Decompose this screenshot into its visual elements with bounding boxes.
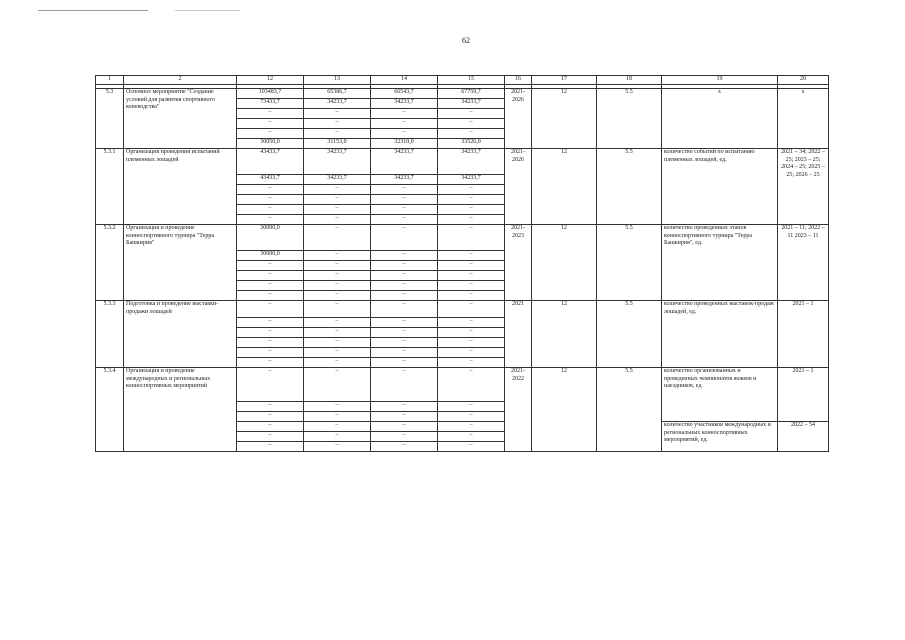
funding-value: – [304,215,371,225]
funding-value: – [371,215,438,225]
funding-value: – [237,412,304,422]
funding-value: 34233,7 [304,149,371,175]
funding-value: – [304,261,371,271]
item-c17: 12 [532,225,597,301]
funding-value: 34233,7 [304,175,371,185]
funding-value: 34233,7 [371,149,438,175]
funding-value: – [237,291,304,301]
funding-value: 43433,7 [237,149,304,175]
funding-value: – [237,215,304,225]
funding-value: – [237,422,304,432]
funding-value: 34233,7 [438,99,505,109]
item-number: 5.3.3 [96,301,124,368]
funding-value: – [371,318,438,328]
funding-value: – [438,281,505,291]
funding-value: – [371,368,438,402]
funding-value: 33526,0 [438,139,505,149]
column-header: 20 [778,76,829,85]
funding-value: – [304,291,371,301]
scan-artifact-line [175,10,240,11]
item-name: Организация и проведение международных и региональных конноспортивных мероприятий [124,368,237,452]
funding-value: – [438,225,505,251]
funding-value: – [237,129,304,139]
funding-value: – [237,109,304,119]
funding-value: – [237,368,304,402]
funding-value: – [304,185,371,195]
item-c18: 5.5 [597,89,662,149]
funding-value: – [438,432,505,442]
item-years: 2021-2026 [505,149,532,225]
item-c17: 12 [532,368,597,452]
funding-value: – [237,358,304,368]
funding-value: 31153,0 [304,139,371,149]
column-header: 14 [371,76,438,85]
column-header: 15 [438,76,505,85]
column-header: 13 [304,76,371,85]
funding-value: – [438,338,505,348]
funding-value: – [438,412,505,422]
funding-value: – [438,185,505,195]
item-name: Организация и проведение конноспортивного турнира "Терра Башкирия" [124,225,237,301]
funding-value: 34233,7 [438,149,505,175]
funding-value: 103483,7 [237,89,304,99]
funding-value: – [237,402,304,412]
funding-value: – [304,358,371,368]
funding-value: 73433,7 [237,99,304,109]
item-name: Основное мероприятие "Создание условий для развития спортивного коневодства" [124,89,237,149]
funding-value: – [304,301,371,318]
indicator-name: х [662,89,778,149]
funding-value: – [438,109,505,119]
funding-value: – [438,318,505,328]
item-c17: 12 [532,89,597,149]
funding-value: – [371,442,438,452]
indicator-name: количество организованных и проведенных чемпионатов жокеев и наездников, ед. [662,368,778,422]
funding-value: – [371,225,438,251]
funding-value: – [438,119,505,129]
funding-value: – [371,402,438,412]
funding-value: – [304,412,371,422]
column-header: 12 [237,76,304,85]
funding-value: – [237,261,304,271]
item-years: 2021-2023 [505,225,532,301]
funding-value: – [304,402,371,412]
funding-value: – [304,348,371,358]
indicator-value: 2021 – 1 [778,301,829,368]
funding-value: – [304,281,371,291]
funding-value: – [371,129,438,139]
funding-value: 30050,0 [237,139,304,149]
item-years: 2021-2022 [505,368,532,452]
funding-value: – [371,412,438,422]
funding-value: – [237,348,304,358]
indicator-value: 2021 – 1 [778,368,829,422]
funding-value: – [304,318,371,328]
indicator-value: 2021 – 11; 2022 – 11 2023 – 11 [778,225,829,301]
funding-value: – [237,119,304,129]
funding-value: – [237,205,304,215]
page-number: 62 [462,36,470,45]
item-number: 5.3.4 [96,368,124,452]
funding-value: – [438,442,505,452]
column-header: 16 [505,76,532,85]
indicator-name: количество проведенных этапов конноспортивного турнира "Терра Башкирия", ед. [662,225,778,301]
funding-value: – [237,271,304,281]
item-number: 5.3.2 [96,225,124,301]
funding-value: – [371,205,438,215]
item-years: 2021-2026 [505,89,532,149]
funding-value: – [237,338,304,348]
funding-value: – [438,195,505,205]
funding-value: – [237,301,304,318]
funding-value: 34233,7 [371,175,438,185]
funding-value: – [304,225,371,251]
funding-value: – [304,338,371,348]
funding-value: – [371,358,438,368]
funding-value: – [304,119,371,129]
funding-value: – [371,301,438,318]
item-name: Подготовка и проведение выставки-продажи лошадей [124,301,237,368]
funding-value: – [371,432,438,442]
funding-value: – [438,348,505,358]
funding-value: – [237,318,304,328]
funding-value: – [371,185,438,195]
item-name: Организация проведения испытаний племенных лошадей [124,149,237,225]
item-years: 2021 [505,301,532,368]
funding-value: 30000,0 [237,225,304,251]
item-c18: 5.5 [597,368,662,452]
funding-value: 65386,7 [304,89,371,99]
table-row [96,225,829,251]
funding-value: – [371,281,438,291]
funding-value: – [371,328,438,338]
funding-value: – [438,205,505,215]
column-header: 1 [96,76,124,85]
item-c18: 5.5 [597,301,662,368]
funding-value: – [371,195,438,205]
funding-value: – [371,291,438,301]
funding-value: – [438,358,505,368]
funding-value: – [438,215,505,225]
item-c18: 5.5 [597,149,662,225]
table-row [96,149,829,175]
funding-value: 34233,7 [304,99,371,109]
funding-value: – [237,195,304,205]
funding-value: – [438,328,505,338]
funding-value: – [304,442,371,452]
funding-value: – [304,422,371,432]
funding-value: – [371,422,438,432]
funding-value: – [438,368,505,402]
item-c17: 12 [532,301,597,368]
funding-value: 34233,7 [371,99,438,109]
item-c17: 12 [532,149,597,225]
funding-value: 32310,0 [371,139,438,149]
item-number: 5.3.1 [96,149,124,225]
indicator-value: х [778,89,829,149]
funding-value: – [371,251,438,261]
indicator-name: количество событий по испытанию племенных лошадей, ед. [662,149,778,225]
column-header: 2 [124,76,237,85]
funding-value: – [237,442,304,452]
scan-artifact-line [38,10,148,11]
funding-value: 67759,7 [438,89,505,99]
funding-value: – [371,348,438,358]
column-header: 17 [532,76,597,85]
table-row [96,301,829,318]
funding-value: – [304,195,371,205]
item-c18: 5.5 [597,225,662,301]
funding-value: – [438,291,505,301]
funding-value: – [237,328,304,338]
indicator-value: 2021 – 34; 2022 – 25; 2023 – 25; 2024 – 25; 2025 – 25; 2026 – 25 [778,149,829,225]
funding-value: – [237,281,304,291]
indicator-name: количество проведенных выставок-продаж лошадей, ед. [662,301,778,368]
funding-value: – [371,119,438,129]
funding-value: – [304,368,371,402]
funding-value: – [438,422,505,432]
column-header: 18 [597,76,662,85]
funding-value: 43433,7 [237,175,304,185]
funding-value: – [304,432,371,442]
funding-value: – [438,271,505,281]
indicator-name: количество участников международных и региональных конноспортивных мероприятий, ед. [662,422,778,452]
funding-value: – [237,185,304,195]
funding-value: – [371,261,438,271]
funding-value: – [304,328,371,338]
funding-value: – [237,432,304,442]
header-row [96,76,829,85]
funding-value: 34233,7 [438,175,505,185]
funding-value: – [438,251,505,261]
funding-value: – [438,261,505,271]
funding-value: – [371,109,438,119]
indicator-value: 2022 – 54 [778,422,829,452]
item-number: 5.3 [96,89,124,149]
funding-value: – [438,402,505,412]
funding-value: – [438,301,505,318]
table-row [96,89,829,99]
funding-value: – [371,338,438,348]
funding-value: – [438,129,505,139]
column-header: 19 [662,76,778,85]
funding-value: – [371,271,438,281]
table-row [96,368,829,402]
funding-value: 30000,0 [237,251,304,261]
funding-value: – [304,251,371,261]
funding-value: – [304,205,371,215]
program-table [95,75,829,452]
funding-value: – [304,271,371,281]
funding-value: 66543,7 [371,89,438,99]
funding-value: – [304,109,371,119]
funding-value: – [304,129,371,139]
